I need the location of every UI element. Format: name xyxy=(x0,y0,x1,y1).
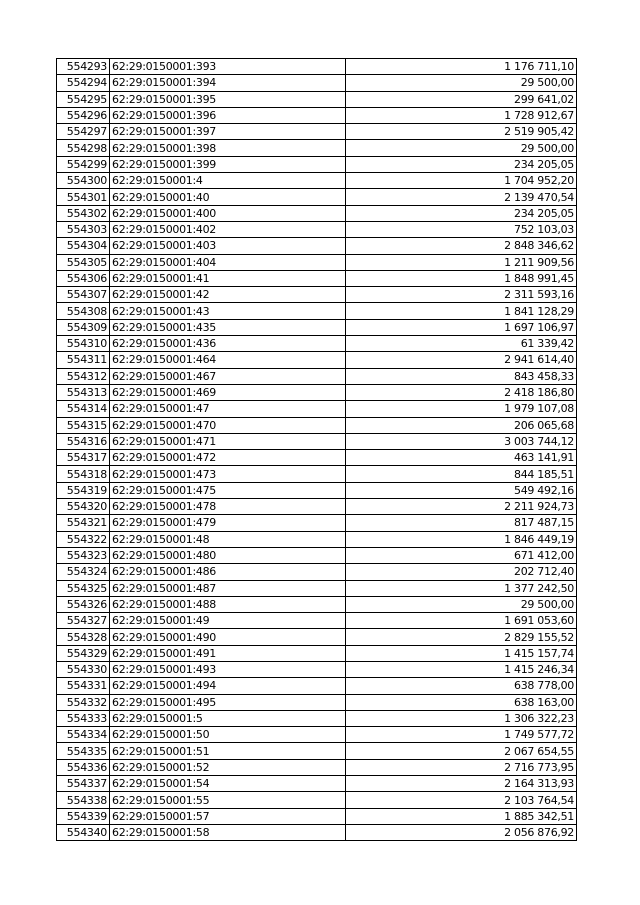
row-number-cell: 554322 xyxy=(57,531,110,547)
cadastral-value-cell: 1 728 912,67 xyxy=(346,107,577,123)
table-row xyxy=(57,759,577,775)
cadastral-number-cell: 62:29:0150001:397 xyxy=(110,124,346,140)
cadastral-number-cell: 62:29:0150001:487 xyxy=(110,580,346,596)
cadastral-number-cell: 62:29:0150001:43 xyxy=(110,303,346,319)
table-row xyxy=(57,189,577,205)
row-number-cell: 554310 xyxy=(57,336,110,352)
row-number-cell: 554328 xyxy=(57,629,110,645)
cadastral-number-cell: 62:29:0150001:399 xyxy=(110,156,346,172)
row-number-cell: 554308 xyxy=(57,303,110,319)
table-row xyxy=(57,319,577,335)
table-row xyxy=(57,580,577,596)
table-row xyxy=(57,287,577,303)
cadastral-value-cell: 1 697 106,97 xyxy=(346,319,577,335)
row-number-cell: 554331 xyxy=(57,678,110,694)
table-row xyxy=(57,743,577,759)
table-row xyxy=(57,384,577,400)
cadastral-value-cell: 2 716 773,95 xyxy=(346,759,577,775)
row-number-cell: 554307 xyxy=(57,287,110,303)
row-number-cell: 554312 xyxy=(57,368,110,384)
row-number-cell: 554302 xyxy=(57,205,110,221)
row-number-cell: 554327 xyxy=(57,613,110,629)
cadastral-value-cell: 638 163,00 xyxy=(346,694,577,710)
cadastral-value-cell: 1 979 107,08 xyxy=(346,401,577,417)
cadastral-value-cell: 29 500,00 xyxy=(346,596,577,612)
cadastral-value-cell: 1 846 449,19 xyxy=(346,531,577,547)
table-row xyxy=(57,499,577,515)
row-number-cell: 554298 xyxy=(57,140,110,156)
row-number-cell: 554332 xyxy=(57,694,110,710)
cadastral-value-cell: 1 848 991,45 xyxy=(346,270,577,286)
table-row xyxy=(57,91,577,107)
row-number-cell: 554315 xyxy=(57,417,110,433)
table-row xyxy=(57,156,577,172)
cadastral-number-cell: 62:29:0150001:480 xyxy=(110,547,346,563)
table-row xyxy=(57,124,577,140)
cadastral-value-cell: 2 103 764,54 xyxy=(346,792,577,808)
cadastral-value-cell: 299 641,02 xyxy=(346,91,577,107)
row-number-cell: 554317 xyxy=(57,450,110,466)
table-row xyxy=(57,678,577,694)
cadastral-value-cell: 1 691 053,60 xyxy=(346,613,577,629)
cadastral-value-cell: 2 211 924,73 xyxy=(346,499,577,515)
cadastral-value-cell: 2 139 470,54 xyxy=(346,189,577,205)
table-row xyxy=(57,482,577,498)
row-number-cell: 554305 xyxy=(57,254,110,270)
cadastral-number-cell: 62:29:0150001:486 xyxy=(110,564,346,580)
cadastral-number-cell: 62:29:0150001:491 xyxy=(110,645,346,661)
row-number-cell: 554300 xyxy=(57,173,110,189)
table-row xyxy=(57,694,577,710)
table-row xyxy=(57,661,577,677)
cadastral-value-cell: 463 141,91 xyxy=(346,450,577,466)
cadastral-number-cell: 62:29:0150001:470 xyxy=(110,417,346,433)
cadastral-number-cell: 62:29:0150001:4 xyxy=(110,173,346,189)
row-number-cell: 554296 xyxy=(57,107,110,123)
table-body xyxy=(57,59,577,841)
cadastral-value-cell: 29 500,00 xyxy=(346,140,577,156)
table-row xyxy=(57,59,577,75)
cadastral-number-cell: 62:29:0150001:396 xyxy=(110,107,346,123)
row-number-cell: 554304 xyxy=(57,238,110,254)
cadastral-number-cell: 62:29:0150001:54 xyxy=(110,776,346,792)
cadastral-value-cell: 2 829 155,52 xyxy=(346,629,577,645)
cadastral-value-cell: 638 778,00 xyxy=(346,678,577,694)
row-number-cell: 554324 xyxy=(57,564,110,580)
cadastral-number-cell: 62:29:0150001:479 xyxy=(110,515,346,531)
row-number-cell: 554313 xyxy=(57,384,110,400)
row-number-cell: 554309 xyxy=(57,319,110,335)
row-number-cell: 554294 xyxy=(57,75,110,91)
cadastral-value-cell: 671 412,00 xyxy=(346,547,577,563)
table-row xyxy=(57,629,577,645)
cadastral-number-cell: 62:29:0150001:50 xyxy=(110,727,346,743)
cadastral-value-cell: 752 103,03 xyxy=(346,221,577,237)
table-row xyxy=(57,205,577,221)
table-row xyxy=(57,727,577,743)
row-number-cell: 554325 xyxy=(57,580,110,596)
cadastral-number-cell: 62:29:0150001:436 xyxy=(110,336,346,352)
row-number-cell: 554321 xyxy=(57,515,110,531)
cadastral-value-cell: 2 418 186,80 xyxy=(346,384,577,400)
row-number-cell: 554318 xyxy=(57,466,110,482)
cadastral-number-cell: 62:29:0150001:47 xyxy=(110,401,346,417)
table-row xyxy=(57,547,577,563)
cadastral-number-cell: 62:29:0150001:42 xyxy=(110,287,346,303)
cadastral-number-cell: 62:29:0150001:467 xyxy=(110,368,346,384)
row-number-cell: 554336 xyxy=(57,759,110,775)
cadastral-number-cell: 62:29:0150001:435 xyxy=(110,319,346,335)
cadastral-number-cell: 62:29:0150001:495 xyxy=(110,694,346,710)
cadastral-number-cell: 62:29:0150001:402 xyxy=(110,221,346,237)
row-number-cell: 554333 xyxy=(57,710,110,726)
table-row xyxy=(57,401,577,417)
cadastral-number-cell: 62:29:0150001:398 xyxy=(110,140,346,156)
cadastral-number-cell: 62:29:0150001:395 xyxy=(110,91,346,107)
table-row xyxy=(57,776,577,792)
table-row xyxy=(57,564,577,580)
cadastral-value-cell: 2 519 905,42 xyxy=(346,124,577,140)
row-number-cell: 554303 xyxy=(57,221,110,237)
table-row xyxy=(57,303,577,319)
cadastral-value-cell: 1 377 242,50 xyxy=(346,580,577,596)
cadastral-value-cell: 234 205,05 xyxy=(346,156,577,172)
cadastral-number-cell: 62:29:0150001:469 xyxy=(110,384,346,400)
row-number-cell: 554329 xyxy=(57,645,110,661)
cadastral-value-cell: 1 176 711,10 xyxy=(346,59,577,75)
cadastral-value-cell: 1 885 342,51 xyxy=(346,808,577,824)
cadastral-value-cell: 2 067 654,55 xyxy=(346,743,577,759)
cadastral-number-cell: 62:29:0150001:55 xyxy=(110,792,346,808)
row-number-cell: 554295 xyxy=(57,91,110,107)
cadastral-value-cell: 2 056 876,92 xyxy=(346,824,577,840)
table-row xyxy=(57,75,577,91)
table-row xyxy=(57,352,577,368)
cadastral-number-cell: 62:29:0150001:57 xyxy=(110,808,346,824)
table-row xyxy=(57,710,577,726)
cadastral-number-cell: 62:29:0150001:488 xyxy=(110,596,346,612)
table-row xyxy=(57,140,577,156)
cadastral-value-cell: 2 941 614,40 xyxy=(346,352,577,368)
row-number-cell: 554297 xyxy=(57,124,110,140)
cadastral-number-cell: 62:29:0150001:403 xyxy=(110,238,346,254)
cadastral-value-cell: 843 458,33 xyxy=(346,368,577,384)
table-row xyxy=(57,238,577,254)
row-number-cell: 554335 xyxy=(57,743,110,759)
table-row xyxy=(57,173,577,189)
cadastral-value-cell: 202 712,40 xyxy=(346,564,577,580)
row-number-cell: 554319 xyxy=(57,482,110,498)
cadastral-number-cell: 62:29:0150001:464 xyxy=(110,352,346,368)
table-row xyxy=(57,515,577,531)
cadastral-number-cell: 62:29:0150001:48 xyxy=(110,531,346,547)
cadastral-number-cell: 62:29:0150001:404 xyxy=(110,254,346,270)
cadastral-number-cell: 62:29:0150001:58 xyxy=(110,824,346,840)
table-row xyxy=(57,466,577,482)
cadastral-value-cell: 1 415 157,74 xyxy=(346,645,577,661)
row-number-cell: 554306 xyxy=(57,270,110,286)
table-row xyxy=(57,792,577,808)
cadastral-number-cell: 62:29:0150001:51 xyxy=(110,743,346,759)
cadastral-value-cell: 1 749 577,72 xyxy=(346,727,577,743)
row-number-cell: 554339 xyxy=(57,808,110,824)
cadastral-value-cell: 3 003 744,12 xyxy=(346,433,577,449)
row-number-cell: 554311 xyxy=(57,352,110,368)
table-row xyxy=(57,107,577,123)
row-number-cell: 554337 xyxy=(57,776,110,792)
cadastral-number-cell: 62:29:0150001:478 xyxy=(110,499,346,515)
row-number-cell: 554334 xyxy=(57,727,110,743)
cadastral-number-cell: 62:29:0150001:490 xyxy=(110,629,346,645)
row-number-cell: 554301 xyxy=(57,189,110,205)
table-row xyxy=(57,808,577,824)
row-number-cell: 554320 xyxy=(57,499,110,515)
cadastral-number-cell: 62:29:0150001:493 xyxy=(110,661,346,677)
cadastral-value-cell: 817 487,15 xyxy=(346,515,577,531)
table-row xyxy=(57,270,577,286)
cadastral-value-cell: 844 185,51 xyxy=(346,466,577,482)
row-number-cell: 554299 xyxy=(57,156,110,172)
cadastral-value-cell: 1 841 128,29 xyxy=(346,303,577,319)
cadastral-value-cell: 29 500,00 xyxy=(346,75,577,91)
table-row xyxy=(57,336,577,352)
row-number-cell: 554340 xyxy=(57,824,110,840)
cadastral-number-cell: 62:29:0150001:52 xyxy=(110,759,346,775)
cadastral-value-cell: 1 306 322,23 xyxy=(346,710,577,726)
cadastral-number-cell: 62:29:0150001:49 xyxy=(110,613,346,629)
cadastral-number-cell: 62:29:0150001:5 xyxy=(110,710,346,726)
cadastral-number-cell: 62:29:0150001:475 xyxy=(110,482,346,498)
cadastral-value-cell: 2 164 313,93 xyxy=(346,776,577,792)
cadastral-number-cell: 62:29:0150001:494 xyxy=(110,678,346,694)
row-number-cell: 554323 xyxy=(57,547,110,563)
row-number-cell: 554293 xyxy=(57,59,110,75)
table-row xyxy=(57,433,577,449)
cadastral-value-cell: 549 492,16 xyxy=(346,482,577,498)
cadastral-value-cell: 1 704 952,20 xyxy=(346,173,577,189)
cadastral-number-cell: 62:29:0150001:472 xyxy=(110,450,346,466)
table-row xyxy=(57,645,577,661)
cadastral-value-cell: 234 205,05 xyxy=(346,205,577,221)
table-row xyxy=(57,596,577,612)
table-row xyxy=(57,613,577,629)
table-row xyxy=(57,824,577,840)
row-number-cell: 554326 xyxy=(57,596,110,612)
table-row xyxy=(57,254,577,270)
cadastral-number-cell: 62:29:0150001:41 xyxy=(110,270,346,286)
cadastral-number-cell: 62:29:0150001:393 xyxy=(110,59,346,75)
table-row xyxy=(57,450,577,466)
cadastral-value-cell: 1 211 909,56 xyxy=(346,254,577,270)
table-row xyxy=(57,531,577,547)
table-row xyxy=(57,368,577,384)
cadastral-value-table xyxy=(56,58,577,841)
cadastral-number-cell: 62:29:0150001:473 xyxy=(110,466,346,482)
table-row xyxy=(57,221,577,237)
row-number-cell: 554330 xyxy=(57,661,110,677)
cadastral-number-cell: 62:29:0150001:40 xyxy=(110,189,346,205)
table-row xyxy=(57,417,577,433)
cadastral-number-cell: 62:29:0150001:471 xyxy=(110,433,346,449)
cadastral-value-cell: 206 065,68 xyxy=(346,417,577,433)
cadastral-number-cell: 62:29:0150001:400 xyxy=(110,205,346,221)
row-number-cell: 554338 xyxy=(57,792,110,808)
cadastral-number-cell: 62:29:0150001:394 xyxy=(110,75,346,91)
cadastral-value-cell: 2 848 346,62 xyxy=(346,238,577,254)
cadastral-value-cell: 2 311 593,16 xyxy=(346,287,577,303)
cadastral-value-cell: 61 339,42 xyxy=(346,336,577,352)
cadastral-value-cell: 1 415 246,34 xyxy=(346,661,577,677)
row-number-cell: 554316 xyxy=(57,433,110,449)
row-number-cell: 554314 xyxy=(57,401,110,417)
